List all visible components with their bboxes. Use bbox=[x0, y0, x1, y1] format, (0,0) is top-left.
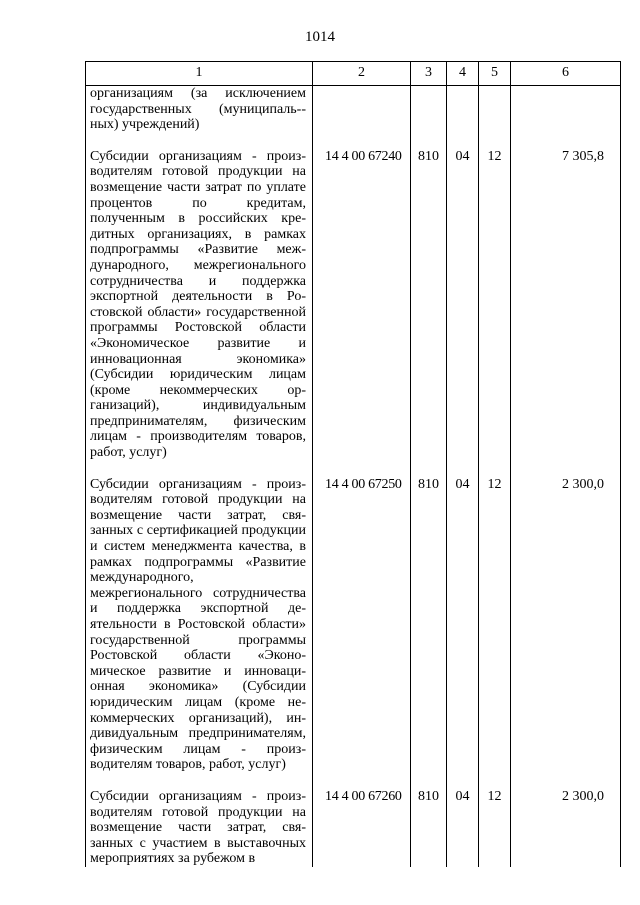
row-section: 04 bbox=[447, 475, 479, 787]
row-section: 04 bbox=[447, 147, 479, 475]
row-subsection: 12 bbox=[479, 475, 511, 787]
row-target-code: 14 4 00 67260 bbox=[313, 787, 411, 867]
row-expense-type: 810 bbox=[411, 787, 447, 867]
column-header-4: 4 bbox=[447, 62, 479, 86]
row-target-code: 14 4 00 67240 bbox=[313, 147, 411, 475]
continued-description: организациям (за исключением государственных (муниципаль-ных) учреждений) bbox=[86, 86, 313, 147]
row-description: Субсидии организациям - производителям готовой продукции на возмещение части затрат, связанных с участием в выставочных мероприятиях за рубежом в bbox=[86, 787, 313, 867]
row-amount: 7 305,8 bbox=[511, 147, 621, 475]
row-description: Субсидии организациям - производителям готовой продукции на возмещение части затрат по уплате процентов по кредитам, полученным в российских кредитных организациях, в рамках подпрограммы «Развитие международного, межрегионального сотрудничества и поддержка экспортной деятельности в Ростовской области» государственной программы Ростовской области «Экономическое развитие и инновационная экономика» (Субсидии юридическим лицам (кроме некоммерческих организаций), индивидуальным предпринимателям, физическим лицам - производителям товаров, работ, услуг) bbox=[86, 147, 313, 475]
column-header-5: 5 bbox=[479, 62, 511, 86]
row-target-code: 14 4 00 67250 bbox=[313, 475, 411, 787]
row-expense-type: 810 bbox=[411, 147, 447, 475]
row-description: Субсидии организациям - производителям готовой продукции на возмещение части затрат, связанных с сертификацией продукции и систем менеджмента качества, в рамках подпрограммы «Развитие международного, межрегионального сотрудничества и поддержка экспортной деятельности в Ростовской области» государственной программы Ростовской области «Экономическое развитие и инновационная экономика» (Субсидии юридическим лицам (кроме некоммерческих организаций), индивидуальным предпринимателям, физическим лицам - производителям товаров, работ, услуг) bbox=[86, 475, 313, 787]
column-header-1: 1 bbox=[86, 62, 313, 86]
column-header-6: 6 bbox=[511, 62, 621, 86]
table-header-row bbox=[86, 62, 621, 86]
table-row bbox=[86, 787, 621, 867]
row-section: 04 bbox=[447, 787, 479, 867]
column-header-3: 3 bbox=[411, 62, 447, 86]
table-row bbox=[86, 147, 621, 475]
page-number: 1014 bbox=[305, 29, 335, 45]
row-subsection: 12 bbox=[479, 147, 511, 475]
row-amount: 2 300,0 bbox=[511, 787, 621, 867]
row-subsection: 12 bbox=[479, 787, 511, 867]
table-row bbox=[86, 475, 621, 787]
budget-table bbox=[85, 61, 621, 867]
table-row-continued bbox=[86, 86, 621, 147]
row-amount: 2 300,0 bbox=[511, 475, 621, 787]
column-header-2: 2 bbox=[313, 62, 411, 86]
row-expense-type: 810 bbox=[411, 475, 447, 787]
